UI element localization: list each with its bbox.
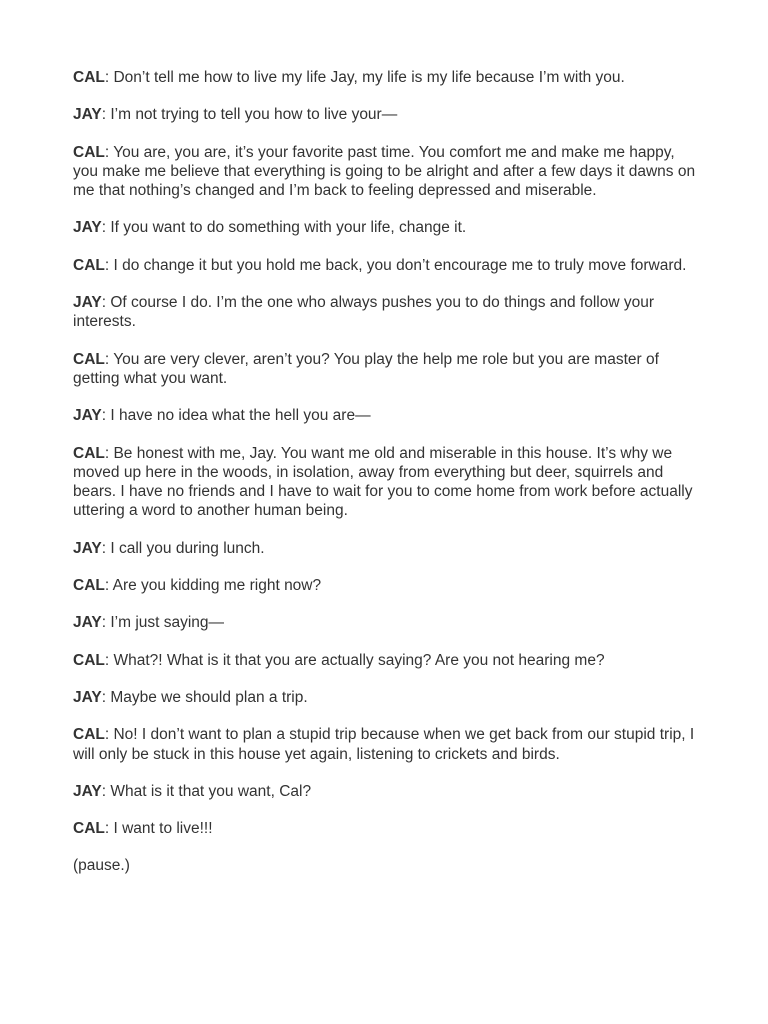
speaker-name: CAL [73, 256, 105, 274]
dialogue-text: : I have no idea what the hell you are— [101, 407, 371, 425]
dialogue-text: : Maybe we should plan a trip. [101, 688, 308, 706]
dialogue-line [73, 218, 703, 237]
dialogue-line [73, 613, 703, 632]
speaker-name: CAL [73, 577, 105, 595]
dialogue-text: : I’m just saying— [101, 614, 225, 632]
dialogue-text: : Are you kidding me right now? [104, 577, 322, 595]
dialogue-text: : No! I don’t want to plan a stupid trip because when we get back from our stupid trip, I will only be stuck in this house yet again, listening to crickets and birds. [73, 726, 695, 763]
dialogue-text: : You are, you are, it’s your favorite past time. You comfort me and make me happy, you make me believe that everything is going to be alright and after a few days it dawns on me that nothing’s changed and I’m back to feeling depressed and miserable. [73, 143, 696, 200]
dialogue-text: : You are very clever, aren’t you? You play the help me role but you are master of getting what you want. [73, 350, 659, 387]
dialogue-text: : I do change it but you hold me back, you don’t encourage me to truly move forward. [104, 256, 687, 274]
dialogue-line [73, 256, 703, 275]
speaker-name: CAL [73, 69, 105, 86]
speaker-name: JAY [73, 688, 102, 706]
dialogue-text: : I’m not trying to tell you how to live your— [101, 106, 398, 124]
speaker-name: CAL [73, 820, 105, 838]
speaker-name: JAY [73, 106, 102, 124]
stage-direction: (pause.) [73, 857, 130, 875]
speaker-name: CAL [73, 350, 105, 368]
dialogue-line [73, 143, 703, 201]
dialogue-line [73, 725, 703, 764]
speaker-name: CAL [73, 444, 105, 462]
dialogue-text: : Of course I do. I’m the one who always pushes you to do things and follow your interests. [73, 294, 655, 331]
speaker-name: CAL [73, 726, 105, 744]
dialogue-text: : What?! What is it that you are actually saying? Are you not hearing me? [104, 651, 605, 669]
dialogue-line [73, 350, 703, 389]
dialogue-line [73, 105, 703, 124]
dialogue-text: : Don’t tell me how to live my life Jay, my life is my life because I’m with you. [104, 69, 625, 86]
speaker-name: JAY [73, 219, 102, 237]
dialogue-line [73, 819, 703, 838]
speaker-name: CAL [73, 143, 105, 161]
dialogue-line [73, 651, 703, 670]
dialogue-line [73, 539, 703, 558]
dialogue-line [73, 444, 703, 521]
speaker-name: JAY [73, 407, 102, 425]
script-page [73, 68, 703, 876]
dialogue-text: : Be honest with me, Jay. You want me old and miserable in this house. It’s why we moved up here in the woods, in isolation, away from everything but deer, squirrels and bears. I have no friends and I have to wait for you to come home from work before actually uttering a word to another human being. [73, 444, 693, 520]
dialogue-line [73, 576, 703, 595]
speaker-name: JAY [73, 539, 102, 557]
dialogue-text: : If you want to do something with your life, change it. [101, 219, 467, 237]
dialogue-line [73, 782, 703, 801]
dialogue-line [73, 406, 703, 425]
dialogue-text: : I want to live!!! [104, 820, 213, 838]
dialogue-text: : What is it that you want, Cal? [101, 782, 312, 800]
speaker-name: JAY [73, 294, 102, 312]
dialogue-line [73, 293, 703, 332]
dialogue-line [73, 688, 703, 707]
dialogue-text: : I call you during lunch. [101, 539, 265, 557]
speaker-name: JAY [73, 782, 102, 800]
speaker-name: CAL [73, 651, 105, 669]
speaker-name: JAY [73, 614, 102, 632]
dialogue-line [73, 68, 703, 87]
